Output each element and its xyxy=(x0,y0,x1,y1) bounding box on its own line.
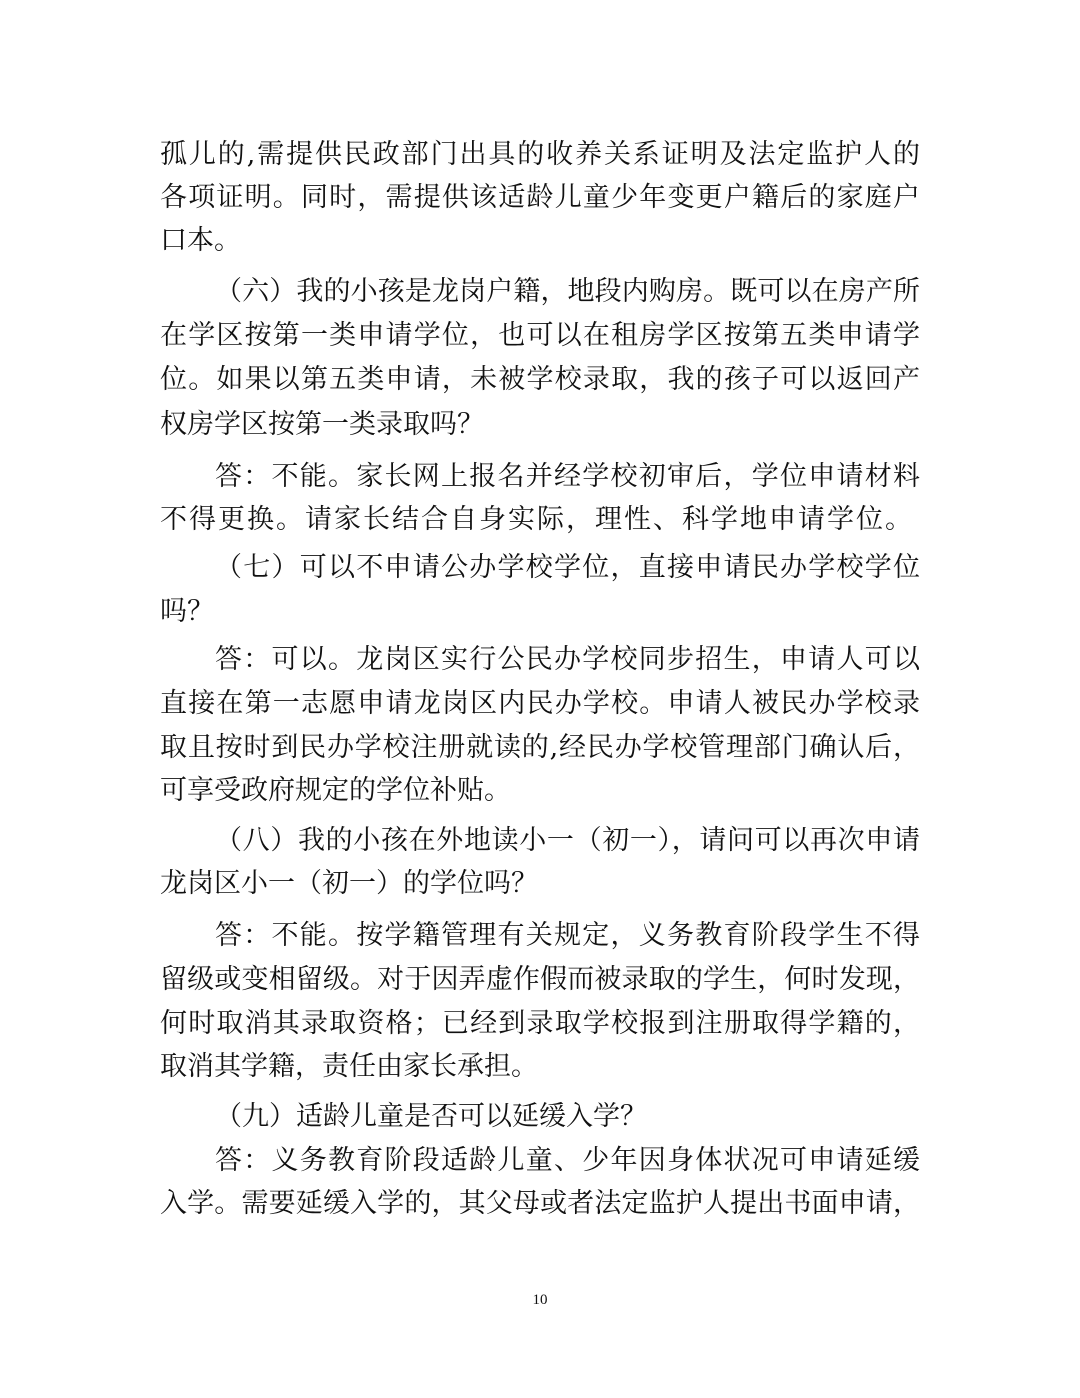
text-line: 不得更换。请家长结合自身实际，理性、科学地申请学位。 xyxy=(160,504,912,535)
text-line: 孤儿的,需提供民政部门出具的收养关系证明及法定监护人的 xyxy=(160,139,920,170)
answer-9: 答：义务教育阶段适龄儿童、少年因身体状况可申请延缓 xyxy=(215,1145,920,1176)
text-line: 入学。需要延缓入学的，其父母或者法定监护人提出书面申请， xyxy=(160,1188,920,1219)
answer-6: 答：不能。家长网上报名并经学校初审后，学位申请材料 xyxy=(215,461,920,492)
text-line: 何时取消其录取资格；已经到录取学校报到注册取得学籍的， xyxy=(160,1008,920,1039)
text-line: 吗？ xyxy=(160,596,214,627)
question-6: （六）我的小孩是龙岗户籍，地段内购房。既可以在房产所 xyxy=(215,276,920,307)
text-line: 直接在第一志愿申请龙岗区内民办学校。申请人被民办学校录 xyxy=(160,688,920,719)
text-line: 口本。 xyxy=(160,225,241,256)
text-line: 权房学区按第一类录取吗？ xyxy=(160,409,484,440)
answer-7: 答：可以。龙岗区实行公民办学校同步招生，申请人可以 xyxy=(215,644,920,675)
page-number: 10 xyxy=(532,1292,548,1308)
question-7: （七）可以不申请公办学校学位，直接申请民办学校学位 xyxy=(215,552,920,583)
text-line: 取消其学籍，责任由家长承担。 xyxy=(160,1051,538,1082)
text-line: 位。如果以第五类申请，未被学校录取，我的孩子可以返回产 xyxy=(160,364,920,395)
question-9: （九）适龄儿童是否可以延缓入学？ xyxy=(215,1101,647,1132)
text-line: 留级或变相留级。对于因弄虚作假而被录取的学生，何时发现， xyxy=(160,964,920,995)
text-line: 在学区按第一类申请学位，也可以在租房学区按第五类申请学 xyxy=(160,320,920,351)
text-line: 取且按时到民办学校注册就读的,经民办学校管理部门确认后， xyxy=(160,732,920,763)
text-line: 龙岗区小一（初一）的学位吗？ xyxy=(160,868,538,899)
answer-8: 答：不能。按学籍管理有关规定，义务教育阶段学生不得 xyxy=(215,920,920,951)
text-line: 可享受政府规定的学位补贴。 xyxy=(160,775,511,806)
text-line: 各项证明。同时，需提供该适龄儿童少年变更户籍后的家庭户 xyxy=(160,182,920,213)
question-8: （八）我的小孩在外地读小一（初一），请问可以再次申请 xyxy=(215,825,920,856)
